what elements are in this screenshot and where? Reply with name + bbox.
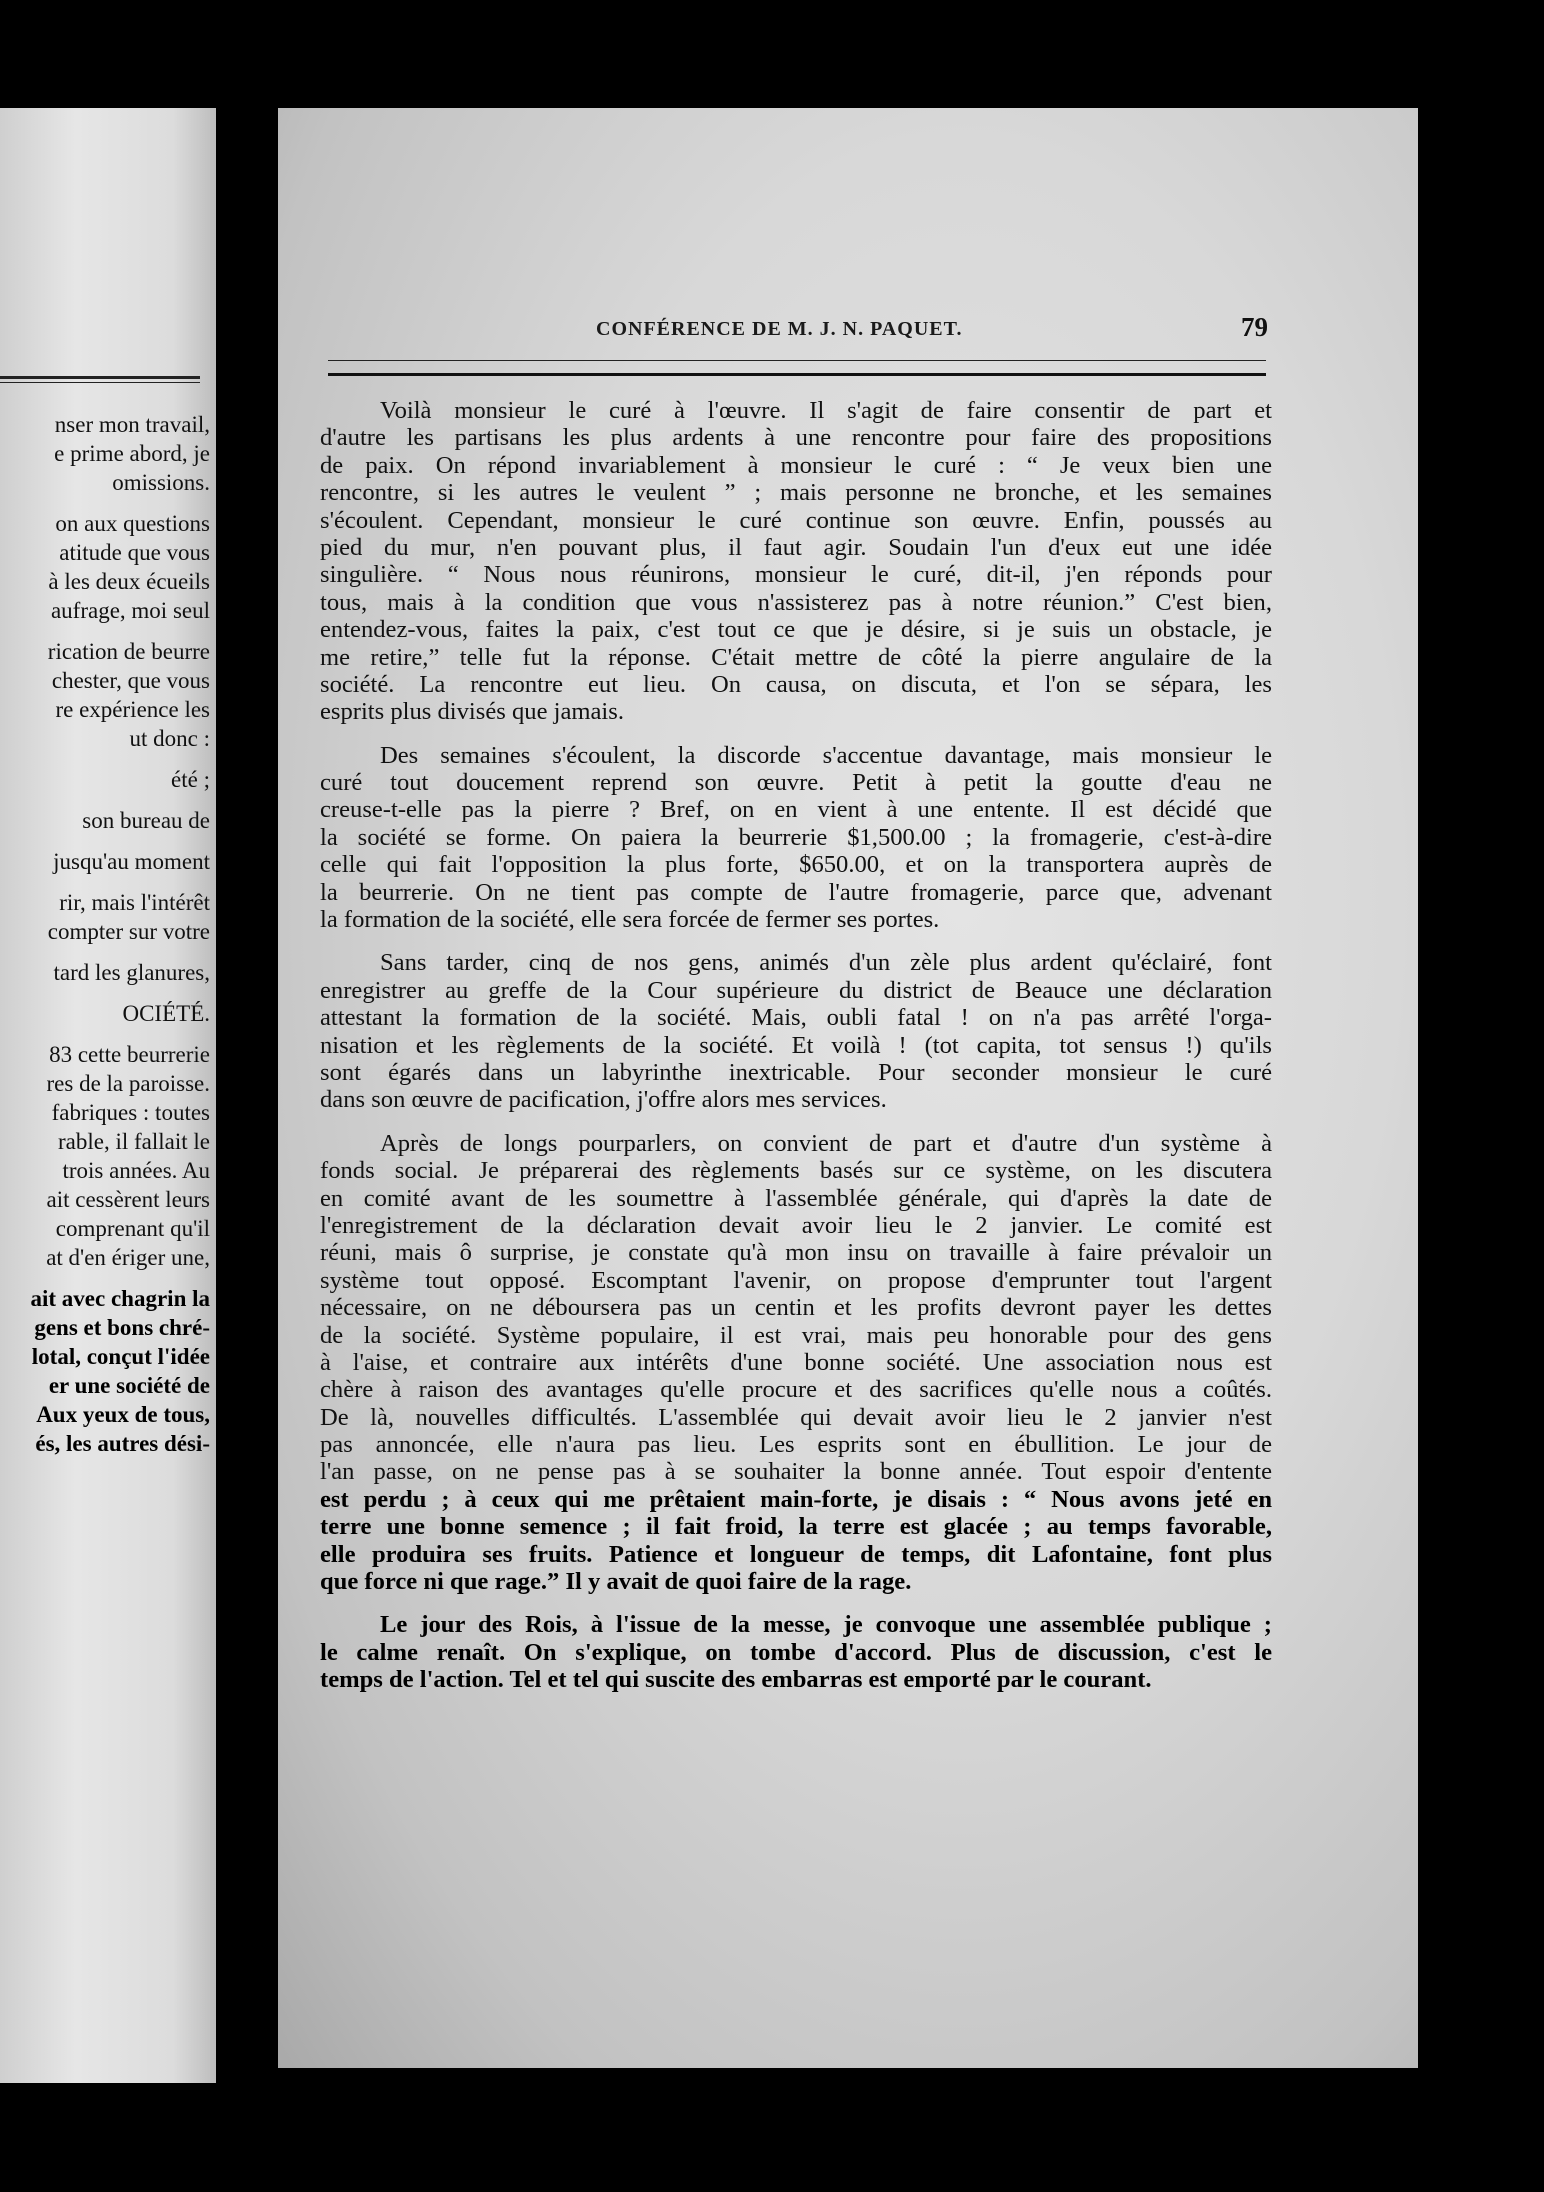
text-line: pied du mur, n'en pouvant plus, il faut agir. Soudain l'un d'eux eut une idée [320, 533, 1272, 561]
previous-page-line: res de la paroisse. [46, 1071, 210, 1096]
text-line: s'écoulent. Cependant, monsieur le curé continue son œuvre. Enfin, poussés au [320, 506, 1272, 534]
text-line: Voilà monsieur le curé à l'œuvre. Il s'agit de faire consentir de part et [380, 397, 1272, 424]
text-line: est perdu ; à ceux qui me prêtaient main-forte, je disais : “ Nous avons jeté en [320, 1485, 1272, 1513]
text-line: l'enregistrement de la déclaration devait avoir lieu le 2 janvier. Le comité est [320, 1211, 1272, 1239]
header-rule-thin [328, 360, 1266, 361]
previous-page-line: comprenant qu'il [55, 1216, 210, 1241]
text-line: d'autre les partisans les plus ardents à une rencontre pour faire des propositions [320, 424, 1272, 452]
previous-page-line: on aux questions [55, 511, 210, 536]
text-line: réuni, mais ô surprise, je constate qu'à mon insu on travaille à faire prévaloir un [320, 1239, 1272, 1267]
text-line: nisation et les règlements de la société. Et voilà ! (tot capita, tot sensus !) qu'ils [320, 1031, 1272, 1059]
text-line: elle produira ses fruits. Patience et longueur de temps, dit Lafontaine, font plus [320, 1540, 1272, 1568]
previous-page-text [0, 410, 210, 1458]
text-line: attestant la formation de la société. Mais, oubli fatal ! on n'a pas arrêté l'orga- [320, 1004, 1272, 1032]
paragraph [320, 1130, 1272, 1596]
text-line: pas annoncée, elle n'aura pas lieu. Les esprits sont en ébullition. Le jour de [320, 1431, 1272, 1459]
previous-page-line: chester, que vous [51, 668, 210, 693]
text-line: la beurrerie. On ne tient pas compte de l'autre fromagerie, parce que, advenant [320, 878, 1272, 906]
text-line: enregistrer au greffe de la Cour supérieure du district de Beauce une déclaration [320, 976, 1272, 1004]
text-line: fonds social. Je préparerai des règlements basés sur ce système, on les discutera [320, 1157, 1272, 1185]
previous-page-line: atitude que vous [59, 540, 210, 565]
previous-page-line: e prime abord, je [54, 441, 210, 466]
previous-page-line: 83 cette beurrerie [49, 1042, 210, 1067]
text-line: le calme renaît. On s'explique, on tombe d'accord. Plus de discussion, c'est le [320, 1638, 1272, 1666]
previous-page-line: jusqu'au moment [53, 849, 210, 874]
previous-page-line: omissions. [112, 470, 210, 495]
text-line: nécessaire, on ne déboursera pas un centin et les profits devront payer les dettes [320, 1294, 1272, 1322]
previous-page-line: er une société de [48, 1373, 210, 1398]
text-line: De là, nouvelles difficultés. L'assemblée qui devait avoir lieu le 2 janvier n'est [320, 1403, 1272, 1431]
paragraph [320, 742, 1272, 934]
text-line: entendez-vous, faites la paix, c'est tout ce que je désire, si je suis un obstacle, je [320, 616, 1272, 644]
text-line: la société se forme. On paiera la beurrerie $1,500.00 ; la fromagerie, c'est-à-dire [320, 823, 1272, 851]
previous-page-line: aufrage, moi seul [50, 598, 210, 623]
paragraph [320, 949, 1272, 1113]
text-line: Sans tarder, cinq de nos gens, animés d'un zèle plus ardent qu'éclairé, font [380, 949, 1272, 977]
text-line: Le jour des Rois, à l'issue de la messe, je convoque une assemblée publique ; [380, 1611, 1272, 1639]
previous-page-header-rule [0, 376, 200, 383]
text-line: sont égarés dans un labyrinthe inextricable. Pour seconder monsieur le curé [320, 1058, 1272, 1086]
text-line: de la société. Système populaire, il est vrai, mais peu honorable pour des gens [320, 1321, 1272, 1349]
page-body [320, 397, 1272, 1710]
text-line: creuse-t-elle pas la pierre ? Bref, on en vient à une entente. Il est décidé que [320, 796, 1272, 824]
previous-page-line: ut donc : [129, 726, 210, 751]
page-number: 79 [1241, 312, 1268, 342]
previous-page-line: rir, mais l'intérêt [59, 890, 210, 915]
previous-page-line: at d'en ériger une, [46, 1245, 210, 1270]
text-line: celle qui fait l'opposition la plus forte, $650.00, et on la transportera auprès de [320, 851, 1272, 879]
previous-page-line: Aux yeux de tous, [36, 1402, 210, 1427]
header-rule-thick [328, 373, 1266, 376]
text-line: esprits plus divisés que jamais. [320, 698, 624, 726]
previous-page-fragment [0, 108, 216, 2083]
previous-page-line: ait avec chagrin la [30, 1286, 210, 1311]
previous-page-line: nser mon travail, [54, 412, 210, 437]
previous-page-line: son bureau de [82, 808, 210, 833]
paragraph [320, 1611, 1272, 1693]
previous-page-line: OCIÉTÉ. [122, 1001, 210, 1026]
text-line: à l'aise, et contraire aux intérêts d'une bonne société. Une association nous est [320, 1348, 1272, 1376]
previous-page-line: rication de beurre [47, 639, 210, 664]
previous-page-line: trois années. Au [62, 1158, 210, 1183]
previous-page-line: fabriques : toutes [51, 1100, 210, 1125]
text-line: rencontre, si les autres le veulent ” ; mais personne ne bronche, et les semaines [320, 479, 1272, 507]
text-line: dans son œuvre de pacification, j'offre alors mes services. [320, 1086, 887, 1114]
previous-page-line: gens et bons chré- [34, 1315, 210, 1340]
text-line: société. La rencontre eut lieu. On causa, on discuta, et l'on se sépara, les [320, 670, 1272, 698]
text-line: système tout opposé. Escomptant l'avenir, on propose d'emprunter tout l'argent [320, 1266, 1272, 1294]
previous-page-line: rable, il fallait le [58, 1129, 210, 1154]
text-line: de paix. On répond invariablement à monsieur le curé : “ Je veux bien une [320, 451, 1272, 479]
text-line: tous, mais à la condition que vous n'assisterez pas à notre réunion.” C'est bien, [320, 588, 1272, 616]
text-line: Des semaines s'écoulent, la discorde s'accentue davantage, mais monsieur le [380, 741, 1272, 769]
previous-page-line: és, les autres dési- [35, 1431, 210, 1456]
text-line: curé tout doucement reprend son œuvre. Petit à petit la goutte d'eau ne [320, 769, 1272, 797]
running-title: CONFÉRENCE DE M. J. N. PAQUET. [596, 318, 963, 340]
text-line: me retire,” telle fut la réponse. C'était mettre de côté la pierre angulaire de la [320, 643, 1272, 671]
previous-page-line: lotal, conçut l'idée [31, 1344, 210, 1369]
previous-page-line: compter sur votre [47, 919, 210, 944]
previous-page-line: été ; [171, 767, 210, 792]
text-line: Après de longs pourparlers, on convient de part et d'autre d'un système à [380, 1129, 1272, 1157]
text-line: en comité avant de les soumettre à l'assemblée générale, qui d'après la date de [320, 1184, 1272, 1212]
text-line: la formation de la société, elle sera forcée de fermer ses portes. [320, 906, 940, 934]
paragraph [320, 397, 1272, 726]
text-line: terre une bonne semence ; il fait froid, la terre est glacée ; au temps favorable, [320, 1513, 1272, 1541]
previous-page-line: ait cessèrent leurs [46, 1187, 210, 1212]
text-line: que force ni que rage.” Il y avait de quoi faire de la rage. [320, 1568, 912, 1596]
previous-page-line: à les deux écueils [48, 569, 210, 594]
text-line: chère à raison des avantages qu'elle procure et des sacrifices qu'elle nous a coûtés. [320, 1376, 1272, 1404]
previous-page-line: re expérience les [55, 697, 210, 722]
text-line: l'an passe, on ne pense pas à se souhaiter la bonne année. Tout espoir d'entente [320, 1458, 1272, 1486]
text-line: singulière. “ Nous nous réunirons, monsieur le curé, dit-il, j'en réponds pour [320, 561, 1272, 589]
text-line: temps de l'action. Tel et tel qui suscite des embarras est emporté par le courant. [320, 1666, 1152, 1694]
previous-page-line: tard les glanures, [53, 960, 210, 985]
page [278, 108, 1418, 2068]
